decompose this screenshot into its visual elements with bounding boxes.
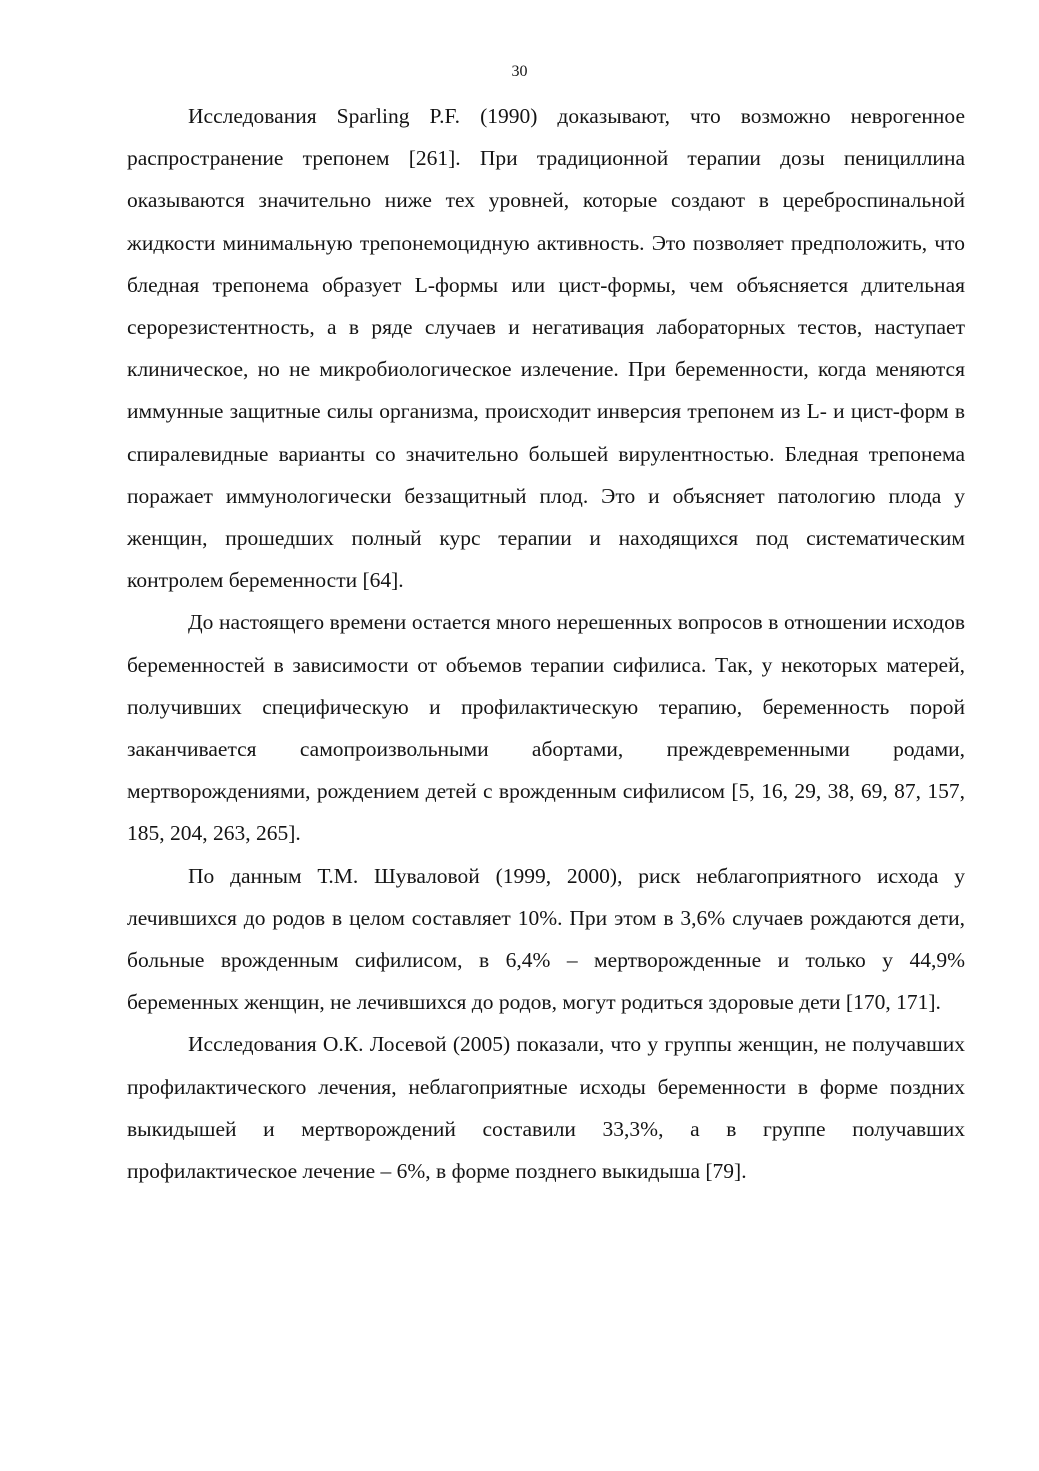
paragraph-loseva-study: Исследования О.К. Лосевой (2005) показали, что у группы женщин, не получавших профилактического лечения, неблагоприятные исходы беременности в форме поздних выкидышей и мертворождений составили 33,3%, а в группе получавших профилактическое лечение – 6%, в форме позднего выкидыша [79]. bbox=[127, 1032, 965, 1184]
paragraph-sparling-study: Исследования Sparling P.F. (1990) доказывают, что возможно неврогенное распространение трепонем [261]. При традиционной терапии дозы пенициллина оказываются значительно ниже тех уровней, которые создают в цереброспинальной жидкости минимальную трепонемоцидную активность. Это позволяет предположить, что бледная трепонема образует L-формы или цист-формы, чем объясняется длительная серорезистентность, а в ряде случаев и негативация лабораторных тестов, наступает клиническое, но не микробиологическое излечение. При беременности, когда меняются иммунные защитные силы организма, происходит инверсия трепонем из L- и цист-форм в спиралевидные варианты со значительно большей вирулентностью. Бледная трепонема поражает иммунологически беззащитный плод. Это и объясняет патологию плода у женщин, прошедших полный курс терапии и находящихся под систематическим контролем беременности [64]. bbox=[127, 104, 965, 593]
body-text bbox=[127, 95, 965, 1192]
paragraph-shuvalova-data: По данным Т.М. Шуваловой (1999, 2000), риск неблагоприятного исхода у лечившихся до родов в целом составляет 10%. При этом в 3,6% случаев рождаются дети, больные врожденным сифилисом, в 6,4% – мертворожденные и только у 44,9% беременных женщин, не лечившихся до родов, могут родиться здоровые дети [170, 171]. bbox=[127, 863, 965, 1015]
paragraph-unresolved-questions: До настоящего времени остается много нерешенных вопросов в отношении исходов беременностей в зависимости от объемов терапии сифилиса. Так, у некоторых матерей, получивших специфическую и профилактическую терапию, беременность порой заканчивается самопроизвольными абортами, преждевременными родами, мертворождениями, рождением детей с врожденным сифилисом [5, 16, 29, 38, 69, 87, 157, 185, 204, 263, 265]. bbox=[127, 610, 965, 846]
page-number: 30 bbox=[511, 63, 528, 80]
